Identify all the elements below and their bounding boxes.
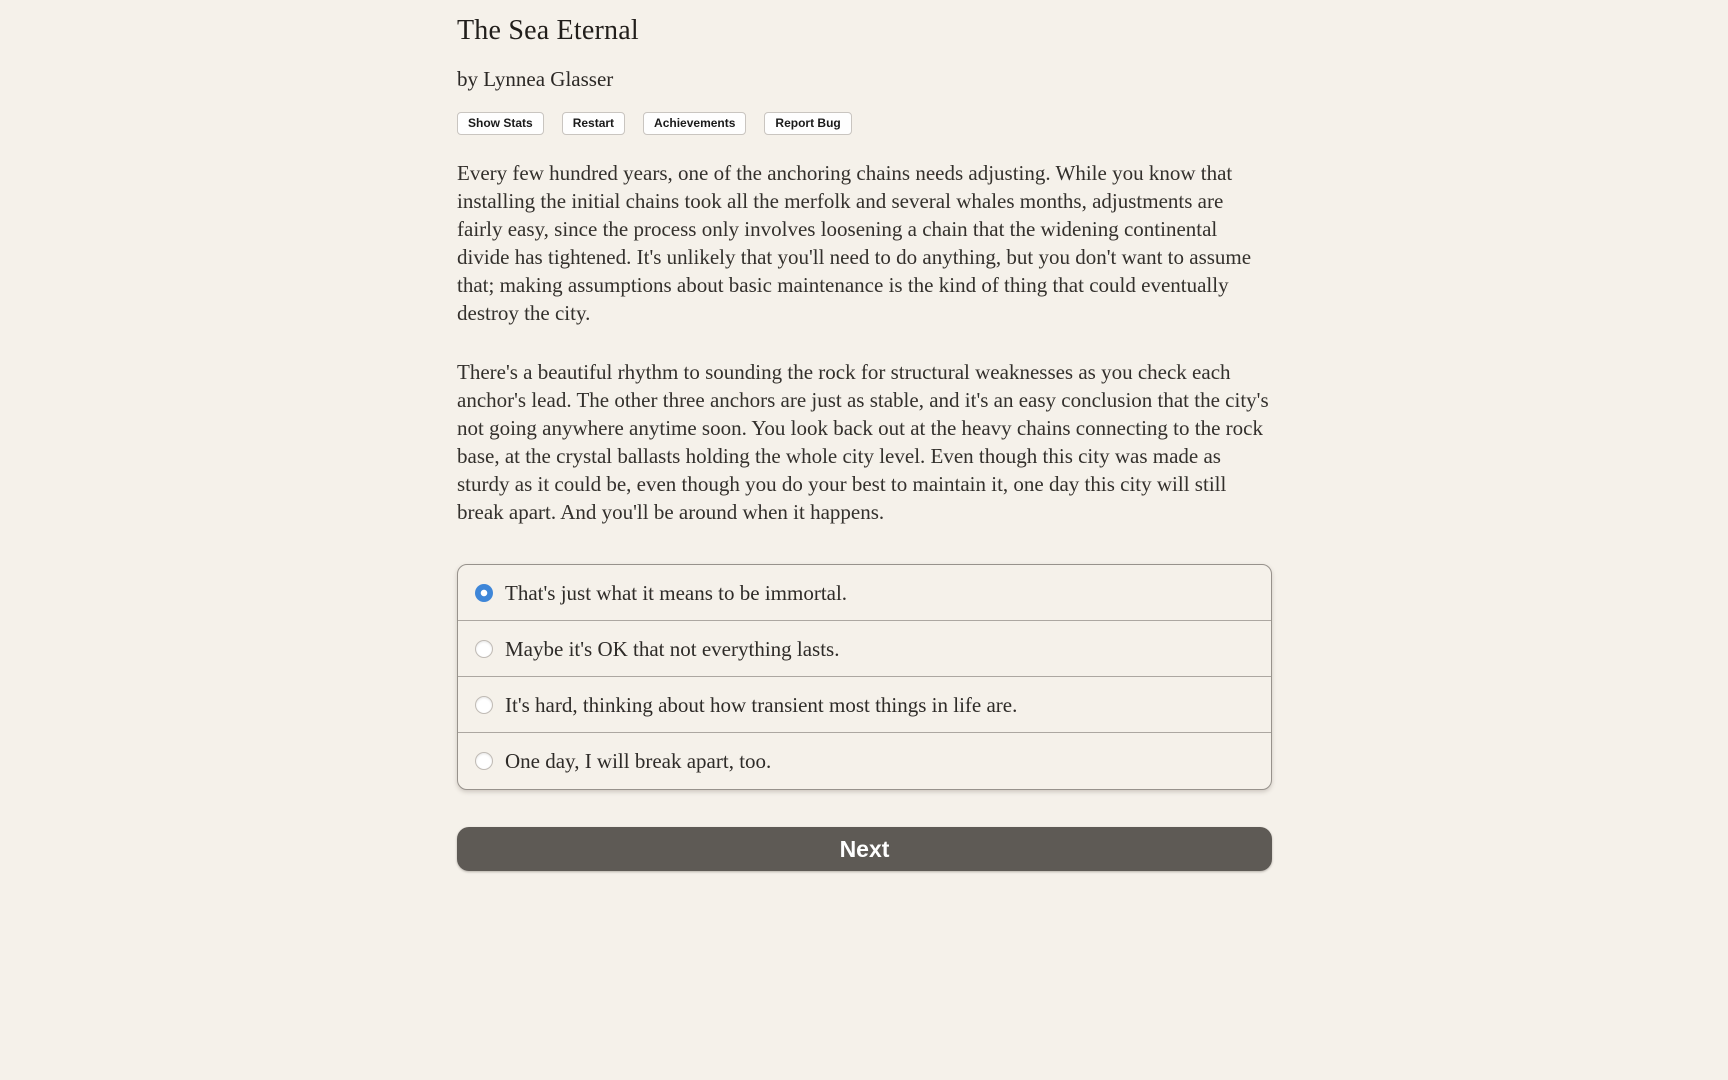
choice-option[interactable] [458,621,1271,677]
choice-label: One day, I will break apart, too. [505,749,772,773]
show-stats-button[interactable]: Show Stats [457,112,544,135]
report-bug-button[interactable]: Report Bug [764,112,851,135]
page-title: The Sea Eternal [457,15,639,46]
story-page [457,0,1272,871]
choice-option[interactable] [458,733,1271,789]
choice-list [457,564,1272,790]
choice-label: It's hard, thinking about how transient most things in life are. [505,692,1018,717]
restart-button[interactable]: Restart [562,112,625,135]
radio-button-icon[interactable] [475,752,493,770]
choice-label: Maybe it's OK that not everything lasts. [505,636,840,661]
story-paragraph: There's a beautiful rhythm to sounding the rock for structural weaknesses as you check each anchor's lead. The other three anchors are just as stable, and it's an easy conclusion that the city's not going anywhere anytime soon. You look back out at the heavy chains connecting to the rock base, at the crystal ballasts holding the whole city level. Even though this city was made as sturdy as it could be, even though you do your best to maintain it, one day this city will still break apart. And you'll be around when it happens. [457,360,1269,524]
radio-button-icon[interactable] [475,640,493,658]
choice-option[interactable] [458,677,1271,733]
choice-option[interactable] [458,565,1271,621]
next-button[interactable]: Next [457,827,1272,871]
achievements-button[interactable]: Achievements [643,112,746,135]
radio-button-icon[interactable] [475,584,493,602]
toolbar [457,112,1272,135]
choice-label: That's just what it means to be immortal. [505,580,848,605]
radio-button-icon[interactable] [475,696,493,714]
author-byline: by Lynnea Glasser [457,67,614,91]
story-paragraph: Every few hundred years, one of the anchoring chains needs adjusting. While you know that installing the initial chains took all the merfolk and several whales months, adjustments are fairly easy, since the process only involves loosening a chain that the widening continental divide has tightened. It's unlikely that you'll need to do anything, but you don't want to assume that; making assumptions about basic maintenance is the kind of thing that could eventually destroy the city. [457,161,1252,325]
